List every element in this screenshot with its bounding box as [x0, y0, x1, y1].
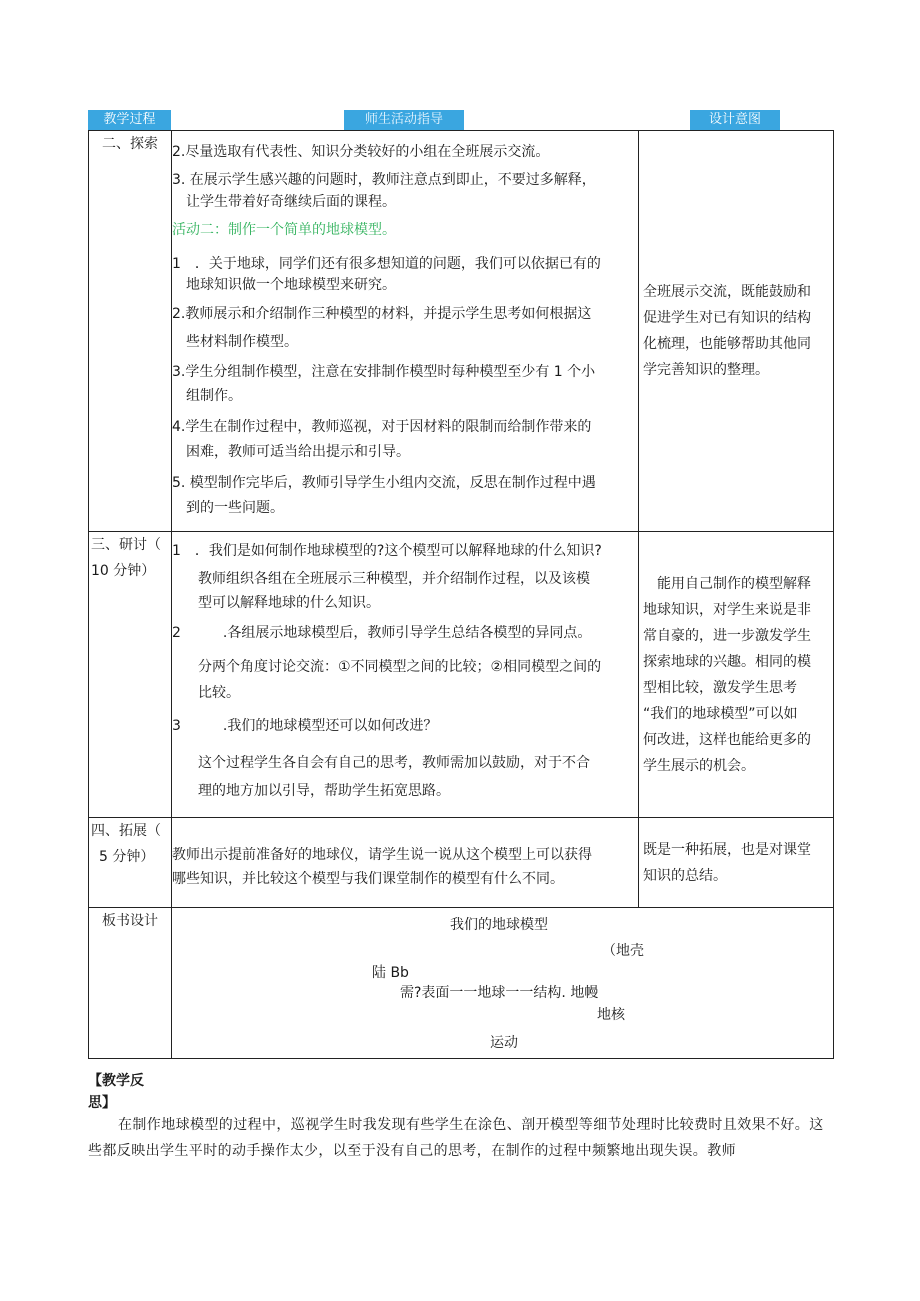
- stage-duration: 10 分钟）: [91, 563, 156, 579]
- activity-line: 地球知识做一个地球模型来研究。: [186, 277, 396, 293]
- activity-line: 1 ．关于地球，同学们还有很多想知道的问题，我们可以依据已有的: [172, 256, 601, 272]
- activity-line: 困难，教师可适当给出提示和引导。: [186, 444, 410, 460]
- activity-line: 3.学生分组制作模型，注意在安排制作模型时每种模型至少有 1 个小: [172, 364, 596, 380]
- activity-cell-explore: [172, 131, 639, 532]
- intent-line: 既是一种拓展，也是对课堂: [643, 841, 811, 858]
- stage-label: 三、研讨（: [91, 537, 161, 553]
- activity-line: 到的一些问题。: [186, 500, 284, 516]
- board-core: 地核: [597, 1007, 625, 1023]
- activity-line: 4.学生在制作过程中，教师巡视，对于因材料的限制而给制作带来的: [172, 419, 592, 435]
- activity-line: 2.教师展示和介绍制作三种模型的材料，并提示学生思考如何根据这: [172, 306, 592, 322]
- activity-line: 组制作。: [186, 388, 242, 404]
- stage-label: 二、探索: [102, 136, 158, 152]
- activity-line: 教师出示提前准备好的地球仪，请学生说一说从这个模型上可以获得: [172, 846, 592, 863]
- activity-line: 分两个角度讨论交流：①不同模型之间的比较；②相同模型之间的: [198, 659, 602, 675]
- board-design-cell: [172, 908, 834, 1059]
- intent-line: 化梳理，也能够帮助其他同: [643, 336, 811, 352]
- activity-line: 理的地方加以引导，帮助学生拓宽思路。: [198, 783, 450, 799]
- table-row-explore: [89, 131, 834, 532]
- reflection-title: [88, 1070, 144, 1114]
- activity-heading: 活动二：制作一个简单的地球模型。: [172, 222, 396, 238]
- intent-line: 学生展示的机会。: [643, 757, 755, 774]
- activity-line: 型可以解释地球的什么知识。: [198, 595, 380, 611]
- reflection-title-line: 思】: [88, 1095, 116, 1111]
- stage-label: 四、拓展（: [91, 823, 161, 839]
- header-teacher-activity: 师生活动指导: [344, 110, 464, 130]
- activity-line: 1 ．我们是如何制作地球模型的?这个模型可以解释地球的什么知识?: [172, 543, 602, 559]
- intent-line: 能用自己制作的模型解释: [657, 575, 811, 592]
- activity-line: 这个过程学生各自会有自己的思考，教师需加以鼓励，对于不合: [198, 755, 590, 771]
- intent-cell-extend: [639, 818, 834, 908]
- intent-line: “我们的地球模型”可以如: [643, 705, 798, 722]
- header-teaching-process: 教学过程: [88, 110, 171, 130]
- activity-line: 3. 在展示学生感兴趣的问题时，教师注意点到即止，不要过多解释，: [172, 172, 596, 188]
- board-motion: 运动: [490, 1035, 518, 1051]
- stage-duration: 5 分钟）: [99, 849, 155, 865]
- intent-cell-explore: [639, 131, 834, 532]
- stage-extend: [89, 818, 172, 908]
- board-land: 陆 Bb: [372, 965, 409, 981]
- table-row-board: [89, 908, 834, 1059]
- stage-label: 板书设计: [102, 913, 158, 929]
- table-row-discuss: [89, 532, 834, 818]
- intent-line: 全班展示交流，既能鼓励和: [643, 284, 811, 300]
- activity-line: 教师组织各组在全班展示三种模型，并介绍制作过程，以及该模: [198, 571, 590, 587]
- intent-cell-discuss: [639, 532, 834, 818]
- intent-line: 何改进，这样也能给更多的: [643, 731, 811, 748]
- intent-line: 型相比较，激发学生思考: [643, 679, 797, 696]
- intent-line: 地球知识，对学生来说是非: [643, 601, 811, 618]
- board-structure: 需?表面一一地球一一结构. 地幔: [400, 985, 599, 1001]
- intent-line: 探索地球的兴趣。相同的模: [643, 653, 811, 670]
- activity-line: 2 .各组展示地球模型后，教师引导学生总结各模型的异同点。: [172, 625, 592, 641]
- board-shell: （地壳: [602, 943, 644, 959]
- reflection-title-line: 【教学反: [88, 1073, 144, 1089]
- stage-board: [89, 908, 172, 1059]
- lesson-table: [88, 130, 834, 1059]
- activity-line: 哪些知识，并比较这个模型与我们课堂制作的模型有什么不同。: [172, 870, 564, 887]
- stage-discuss: [89, 532, 172, 818]
- intent-line: 学完善知识的整理。: [643, 362, 769, 378]
- header-design-intent: 设计意图: [690, 110, 780, 130]
- intent-line: 促进学生对已有知识的结构: [643, 310, 811, 326]
- intent-line: 常自豪的，进一步激发学生: [643, 627, 811, 644]
- activity-line: 5. 模型制作完毕后，教师引导学生小组内交流，反思在制作过程中遇: [172, 475, 596, 491]
- table-row-extend: [89, 818, 834, 908]
- activity-cell-discuss: [172, 532, 639, 818]
- activity-line: 让学生带着好奇继续后面的课程。: [186, 194, 396, 210]
- activity-line: 些材料制作模型。: [186, 334, 298, 350]
- activity-cell-extend: [172, 818, 639, 908]
- board-title: 我们的地球模型: [450, 917, 548, 933]
- intent-line: 知识的总结。: [643, 867, 727, 884]
- stage-explore: [89, 131, 172, 532]
- activity-line: 3 .我们的地球模型还可以如何改进？: [172, 718, 438, 734]
- activity-line: 2.尽量选取有代表性、知识分类较好的小组在全班展示交流。: [172, 144, 550, 160]
- reflection-text: 在制作地球模型的过程中，巡视学生时我发现有些学生在涂色、剖开模型等细节处理时比较费时且效果不好。这些都反映出学生平时的动手操作太少，以至于没有自己的思考，在制作的过程中频繁地出现失误。教师: [88, 1117, 824, 1159]
- activity-line: 比较。: [198, 685, 240, 701]
